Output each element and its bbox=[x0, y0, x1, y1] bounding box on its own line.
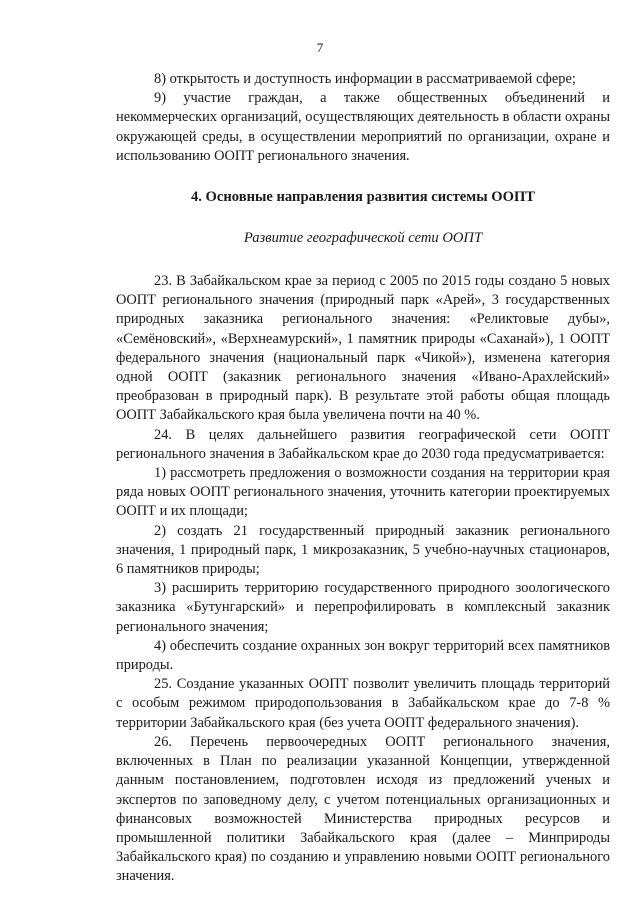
page-content bbox=[116, 70, 610, 887]
page-number: 7 bbox=[316, 40, 324, 55]
paragraph-25: 25. Создание указанных ООПТ позволит увеличить площадь территорий с особым режимом природопользования в Забайкальском крае до 7-8 % территории Забайкальского края (без учета ООПТ федерального значения). bbox=[116, 676, 610, 731]
subsection-heading: Развитие географической сети ООПТ bbox=[243, 230, 483, 247]
paragraph-24-item-2: 2) создать 21 государственный природный заказник регионального значения, 1 природный парк, 1 микрозаказник, 5 учебно-научных стационаров, 6 памятников природы; bbox=[116, 522, 610, 578]
paragraph-24-item-3: 3) расширить территорию государственного природного зоологического заказника «Бутунгарский» и перепрофилировать в комплексный заказник регионального значения; bbox=[116, 580, 610, 635]
paragraph-item-9: 9) участие граждан, а также общественных объединений и некоммерческих организаций, осуществляющих деятельность в области охраны окружающей среды, в осуществлении мероприятий по организации, охране и использованию ООПТ регионального значения. bbox=[116, 90, 610, 164]
paragraph-23: 23. В Забайкальском крае за период с 2005 по 2015 годы создано 5 новых ООПТ регионального значения (природный парк «Арей», 3 государственных природных заказника регионального значения: «Реликтовые дубы», «Семёновский», «Верхнеамурский», 1 памятник природы «Саханай»), 1 ООПТ федерального значения (национальный парк «Чикой»), изменена категория одной ООПТ (заказник регионального значения «Ивано-Арахлейский» преобразован в природный парк). В результате этой работы общая площадь ООПТ Забайкальского края была увеличена почти на 40 %. bbox=[116, 273, 610, 424]
paragraph-24: 24. В целях дальнейшего развития географической сети ООПТ регионального значения в Забайкальском крае до 2030 года предусматривается: bbox=[116, 426, 610, 462]
paragraph-item-8: 8) открытость и доступность информации в рассматриваемой сфере; bbox=[154, 71, 576, 87]
paragraph-24-item-1: 1) рассмотреть предложения о возможности создания на территории края ряда новых ООПТ регионального значения, уточнить категории проектируемых ООПТ и их площади; bbox=[116, 465, 610, 520]
paragraph-24-item-4: 4) обеспечить создание охранных зон вокруг территорий всех памятников природы. bbox=[116, 637, 610, 674]
section-heading: 4. Основные направления развития системы ООПТ bbox=[190, 189, 536, 206]
paragraph-26: 26. Перечень первоочередных ООПТ регионального значения, включенных в План по реализации указанной Концепции, утвержденной данным постановлением, подготовлен исходя из предложений ученых и экспертов по заповедному делу, с учетом потенциальных организационных и финансовых возможностей Министерства природных ресурсов и промышленной политики Забайкальского края (далее – Минприроды Забайкальского края) по созданию и управлению новыми ООПТ регионального значения. bbox=[116, 733, 610, 885]
